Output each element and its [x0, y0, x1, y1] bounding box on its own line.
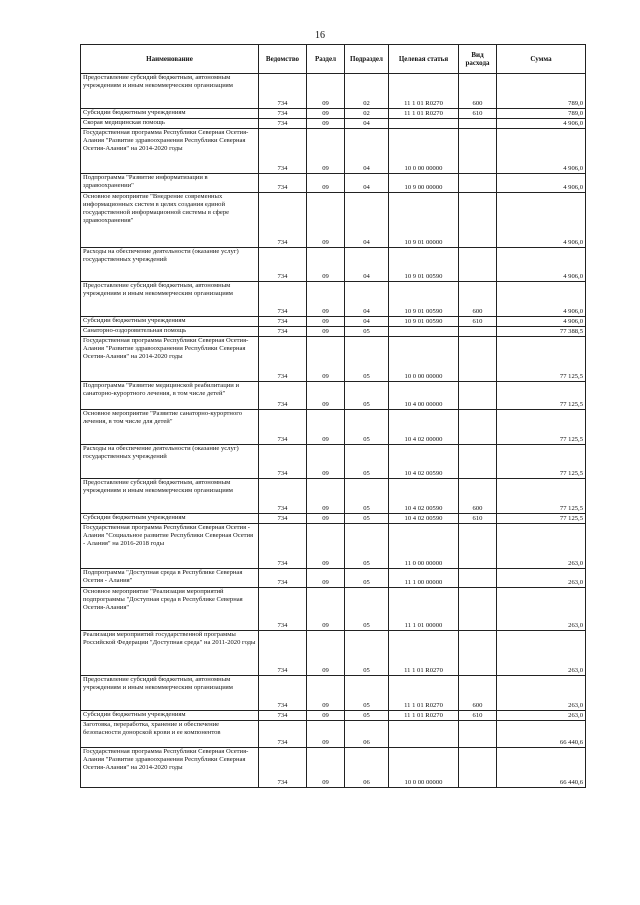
cell-sum: 4 906,0 [497, 282, 586, 317]
cell-name: Расходы на обеспечение деятельности (оказание услуг) государственных учреждений [81, 445, 259, 479]
cell-podrazdel: 05 [345, 479, 389, 514]
cell-razdel: 09 [307, 174, 345, 193]
table-row [81, 445, 586, 479]
cell-ved: 734 [259, 248, 307, 282]
cell-name: Расходы на обеспечение деятельности (оказание услуг) государственных учреждений [81, 248, 259, 282]
cell-target: 11 1 01 R0270 [389, 676, 459, 711]
header-name: Наименование [81, 45, 259, 74]
cell-vid: 600 [459, 282, 497, 317]
cell-podrazdel: 05 [345, 524, 389, 569]
cell-ved: 734 [259, 129, 307, 174]
cell-podrazdel: 05 [345, 327, 389, 337]
cell-podrazdel: 05 [345, 588, 389, 631]
cell-sum: 4 906,0 [497, 174, 586, 193]
cell-sum: 77 125,5 [497, 337, 586, 382]
table-row [81, 248, 586, 282]
cell-sum: 263,0 [497, 524, 586, 569]
cell-vid [459, 631, 497, 676]
table-row [81, 119, 586, 129]
cell-ved: 734 [259, 479, 307, 514]
cell-vid [459, 337, 497, 382]
cell-name: Подпрограмма "Развитие медицинской реабилитации и санаторно-курортного лечения, в том числе детей" [81, 382, 259, 410]
cell-name: Предоставление субсидий бюджетным, автономным учреждениям и иным некоммерческим организациям [81, 282, 259, 317]
cell-podrazdel: 04 [345, 248, 389, 282]
cell-razdel: 09 [307, 479, 345, 514]
cell-name: Субсидии бюджетным учреждениям [81, 711, 259, 721]
cell-target: 11 1 01 R0270 [389, 74, 459, 109]
cell-razdel: 09 [307, 327, 345, 337]
header-ved: Ведомство [259, 45, 307, 74]
cell-ved: 734 [259, 721, 307, 748]
cell-vid [459, 748, 497, 788]
header-razdel: Раздел [307, 45, 345, 74]
cell-target: 11 0 00 00000 [389, 524, 459, 569]
cell-vid: 610 [459, 317, 497, 327]
cell-vid [459, 382, 497, 410]
cell-razdel: 09 [307, 569, 345, 588]
cell-podrazdel: 05 [345, 631, 389, 676]
cell-vid [459, 129, 497, 174]
cell-sum: 263,0 [497, 711, 586, 721]
table-row [81, 748, 586, 788]
table-row [81, 711, 586, 721]
cell-target: 11 1 01 R0270 [389, 711, 459, 721]
cell-target: 10 9 01 00590 [389, 282, 459, 317]
cell-vid: 600 [459, 676, 497, 711]
cell-sum: 66 440,6 [497, 721, 586, 748]
cell-vid [459, 174, 497, 193]
cell-target: 11 1 01 R0270 [389, 109, 459, 119]
cell-sum: 263,0 [497, 631, 586, 676]
cell-podrazdel: 05 [345, 337, 389, 382]
cell-sum: 4 906,0 [497, 193, 586, 248]
cell-name: Санаторно-оздоровительная помощь [81, 327, 259, 337]
cell-sum: 77 125,5 [497, 410, 586, 445]
cell-target: 10 4 02 00590 [389, 445, 459, 479]
cell-name: Основное мероприятие "Развитие санаторно-курортного лечения, в том числе для детей" [81, 410, 259, 445]
cell-vid [459, 248, 497, 282]
table-row [81, 631, 586, 676]
table-row [81, 337, 586, 382]
cell-ved: 734 [259, 382, 307, 410]
table-row [81, 193, 586, 248]
table-row [81, 174, 586, 193]
cell-sum: 4 906,0 [497, 119, 586, 129]
cell-sum: 77 125,5 [497, 479, 586, 514]
cell-razdel: 09 [307, 588, 345, 631]
cell-podrazdel: 05 [345, 676, 389, 711]
cell-razdel: 09 [307, 248, 345, 282]
cell-name: Основное мероприятие "Реализация мероприятий подпрограммы "Доступная среда в Республике Северная Осетия-Алания" [81, 588, 259, 631]
table-row [81, 327, 586, 337]
cell-ved: 734 [259, 119, 307, 129]
cell-podrazdel: 05 [345, 382, 389, 410]
cell-ved: 734 [259, 193, 307, 248]
cell-sum: 77 125,5 [497, 514, 586, 524]
cell-target: 10 9 01 00590 [389, 317, 459, 327]
cell-sum: 4 906,0 [497, 129, 586, 174]
cell-vid [459, 569, 497, 588]
cell-sum: 77 125,5 [497, 445, 586, 479]
cell-target: 10 9 00 00000 [389, 174, 459, 193]
cell-name: Основное мероприятие "Внедрение современных информационных систем в целях создания единой государственной информационной системы в сфере здравоохранения" [81, 193, 259, 248]
cell-podrazdel: 06 [345, 748, 389, 788]
cell-target [389, 721, 459, 748]
cell-razdel: 09 [307, 514, 345, 524]
table-row [81, 74, 586, 109]
cell-target: 10 9 01 00590 [389, 248, 459, 282]
cell-sum: 789,0 [497, 74, 586, 109]
cell-razdel: 09 [307, 445, 345, 479]
cell-podrazdel: 05 [345, 445, 389, 479]
cell-name: Предоставление субсидий бюджетным, автономным учреждениям и иным некоммерческим организациям [81, 74, 259, 109]
cell-name: Реализация мероприятий государственной программы Российской Федерации "Доступная среда" на 2011-2020 годы [81, 631, 259, 676]
cell-ved: 734 [259, 109, 307, 119]
table-row [81, 109, 586, 119]
table-row [81, 721, 586, 748]
cell-podrazdel: 04 [345, 193, 389, 248]
cell-target: 10 9 01 00000 [389, 193, 459, 248]
cell-razdel: 09 [307, 129, 345, 174]
cell-ved: 734 [259, 337, 307, 382]
cell-vid [459, 119, 497, 129]
header-podrazdel: Подраздел [345, 45, 389, 74]
cell-podrazdel: 04 [345, 129, 389, 174]
cell-sum: 263,0 [497, 676, 586, 711]
cell-razdel: 09 [307, 524, 345, 569]
cell-podrazdel: 04 [345, 119, 389, 129]
cell-name: Подпрограмма "Доступная среда в Республике Северная Осетия - Алания" [81, 569, 259, 588]
cell-vid [459, 445, 497, 479]
cell-razdel: 09 [307, 74, 345, 109]
cell-target: 11 1 01 00000 [389, 588, 459, 631]
cell-razdel: 09 [307, 109, 345, 119]
cell-name: Государственная программа Республики Северная Осетия - Алания "Социальное развитие Республики Северная Осетия - Алания" на 2016-2018 годы [81, 524, 259, 569]
cell-razdel: 09 [307, 282, 345, 317]
cell-sum: 77 125,5 [497, 382, 586, 410]
cell-sum: 4 906,0 [497, 248, 586, 282]
cell-name: Предоставление субсидий бюджетным, автономным учреждениям и иным некоммерческим организациям [81, 676, 259, 711]
cell-name: Субсидии бюджетным учреждениям [81, 514, 259, 524]
table-row [81, 514, 586, 524]
cell-podrazdel: 05 [345, 711, 389, 721]
cell-podrazdel: 05 [345, 410, 389, 445]
cell-target: 10 4 00 00000 [389, 382, 459, 410]
cell-ved: 734 [259, 410, 307, 445]
cell-target [389, 327, 459, 337]
budget-table [80, 44, 586, 788]
cell-ved: 734 [259, 748, 307, 788]
cell-target: 10 0 00 00000 [389, 337, 459, 382]
cell-razdel: 09 [307, 382, 345, 410]
cell-ved: 734 [259, 74, 307, 109]
cell-target: 10 0 00 00000 [389, 748, 459, 788]
cell-target [389, 119, 459, 129]
cell-target: 10 4 02 00590 [389, 514, 459, 524]
page-number: 16 [315, 30, 325, 41]
cell-razdel: 09 [307, 631, 345, 676]
cell-ved: 734 [259, 631, 307, 676]
table-row [81, 317, 586, 327]
cell-target: 11 1 01 R0270 [389, 631, 459, 676]
table-row [81, 382, 586, 410]
cell-name: Подпрограмма "Развитие информатизации в здравоохранении" [81, 174, 259, 193]
cell-sum: 263,0 [497, 569, 586, 588]
cell-razdel: 09 [307, 337, 345, 382]
cell-ved: 734 [259, 711, 307, 721]
cell-target: 10 0 00 00000 [389, 129, 459, 174]
cell-sum: 77 388,5 [497, 327, 586, 337]
cell-name: Государственная программа Республики Северная Осетия-Алания "Развитие здравоохранения Республики Северная Осетия-Алания" на 2014-2020 годы [81, 337, 259, 382]
header-target: Целевая статья [389, 45, 459, 74]
cell-vid: 610 [459, 711, 497, 721]
table-row [81, 410, 586, 445]
cell-razdel: 09 [307, 676, 345, 711]
cell-vid [459, 327, 497, 337]
cell-vid: 610 [459, 109, 497, 119]
table-row [81, 479, 586, 514]
cell-vid [459, 588, 497, 631]
cell-podrazdel: 06 [345, 721, 389, 748]
cell-sum: 66 440,6 [497, 748, 586, 788]
cell-name: Государственная программа Республики Северная Осетия-Алания "Развитие здравоохранения Республики Северная Осетия-Алания" на 2014-2020 годы [81, 748, 259, 788]
header-vid: Вид расхода [459, 45, 497, 74]
cell-vid: 600 [459, 74, 497, 109]
table-row [81, 282, 586, 317]
cell-vid [459, 721, 497, 748]
header-sum: Сумма [497, 45, 586, 74]
cell-ved: 734 [259, 327, 307, 337]
cell-name: Субсидии бюджетным учреждениям [81, 317, 259, 327]
cell-podrazdel: 04 [345, 174, 389, 193]
cell-sum: 4 906,0 [497, 317, 586, 327]
cell-ved: 734 [259, 445, 307, 479]
cell-razdel: 09 [307, 317, 345, 327]
cell-ved: 734 [259, 569, 307, 588]
cell-name: Предоставление субсидий бюджетным, автономным учреждениям и иным некоммерческим организациям [81, 479, 259, 514]
cell-sum: 263,0 [497, 588, 586, 631]
cell-razdel: 09 [307, 119, 345, 129]
cell-vid [459, 193, 497, 248]
cell-ved: 734 [259, 282, 307, 317]
cell-vid: 600 [459, 479, 497, 514]
cell-podrazdel: 05 [345, 514, 389, 524]
cell-ved: 734 [259, 588, 307, 631]
cell-vid: 610 [459, 514, 497, 524]
cell-name: Скорая медицинская помощь [81, 119, 259, 129]
cell-podrazdel: 02 [345, 109, 389, 119]
table-row [81, 569, 586, 588]
cell-ved: 734 [259, 317, 307, 327]
cell-name: Государственная программа Республики Северная Осетия-Алания "Развитие здравоохранения Республики Северная Осетия-Алания" на 2014-2020 годы [81, 129, 259, 174]
table-row [81, 588, 586, 631]
cell-ved: 734 [259, 174, 307, 193]
cell-razdel: 09 [307, 711, 345, 721]
cell-target: 11 1 00 00000 [389, 569, 459, 588]
cell-name: Субсидии бюджетным учреждениям [81, 109, 259, 119]
cell-ved: 734 [259, 676, 307, 711]
cell-razdel: 09 [307, 748, 345, 788]
cell-razdel: 09 [307, 193, 345, 248]
table-row [81, 129, 586, 174]
cell-podrazdel: 05 [345, 569, 389, 588]
cell-ved: 734 [259, 514, 307, 524]
cell-razdel: 09 [307, 721, 345, 748]
cell-target: 10 4 02 00000 [389, 410, 459, 445]
cell-ved: 734 [259, 524, 307, 569]
cell-sum: 789,0 [497, 109, 586, 119]
cell-podrazdel: 04 [345, 282, 389, 317]
table-header-row [81, 45, 586, 74]
cell-vid [459, 524, 497, 569]
cell-podrazdel: 02 [345, 74, 389, 109]
cell-name: Заготовка, переработка, хранение и обеспечение безопасности донорской крови и ее компонентов [81, 721, 259, 748]
cell-podrazdel: 04 [345, 317, 389, 327]
cell-vid [459, 410, 497, 445]
cell-target: 10 4 02 00590 [389, 479, 459, 514]
table-row [81, 676, 586, 711]
table-row [81, 524, 586, 569]
cell-razdel: 09 [307, 410, 345, 445]
